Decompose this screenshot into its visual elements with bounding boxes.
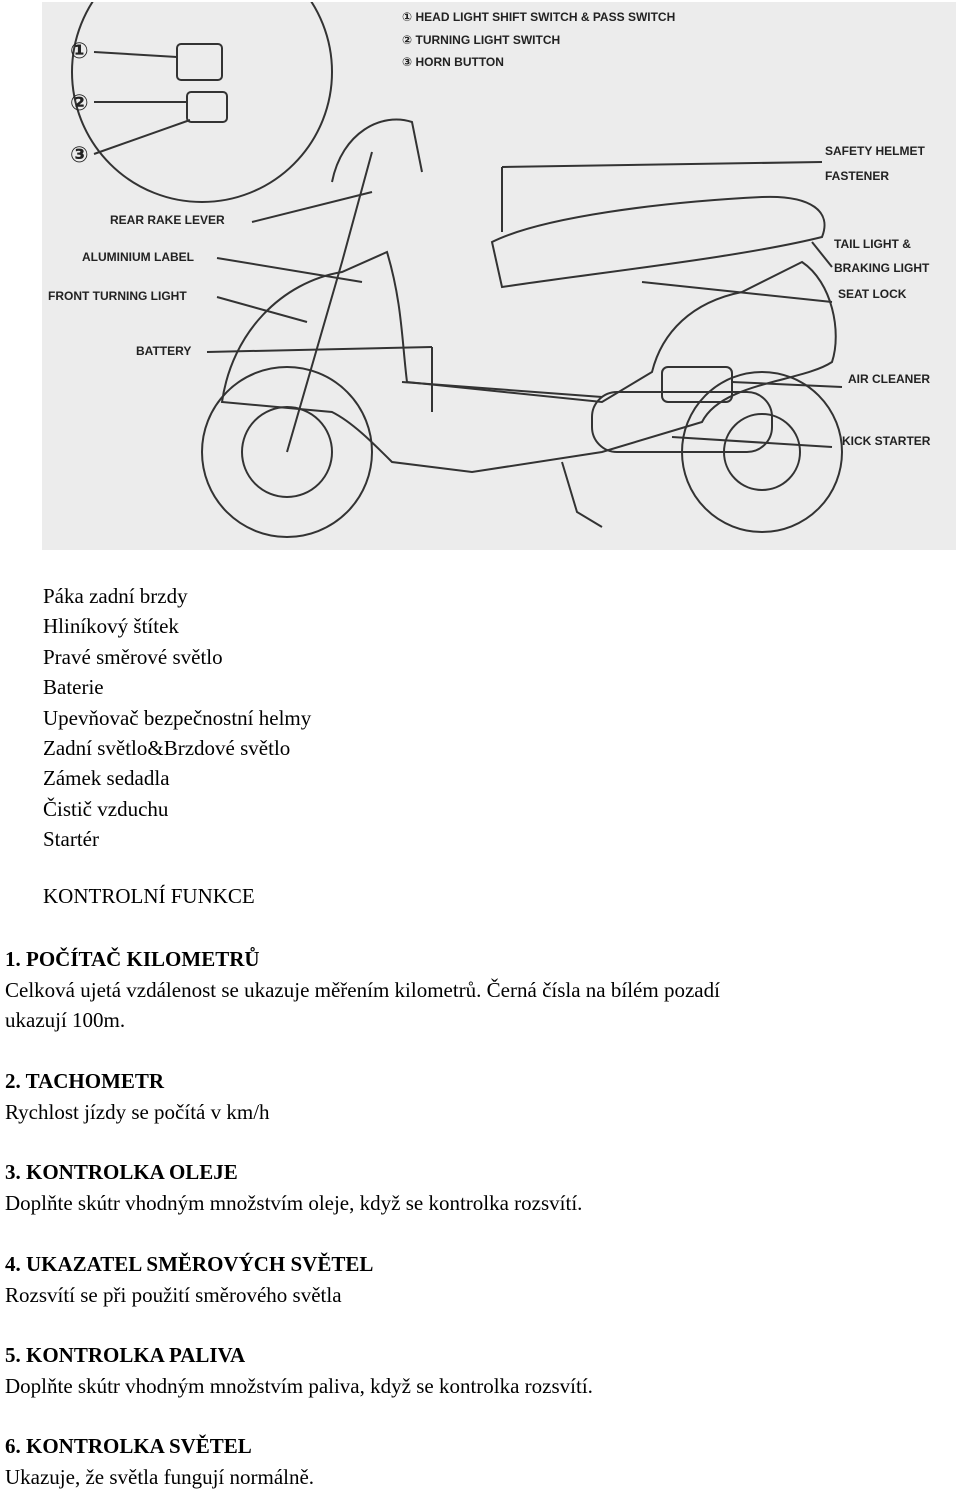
label-tail-light: TAIL LIGHT & <box>834 237 911 251</box>
section-odometer <box>5 944 720 1036</box>
callout-1: ① <box>70 38 89 63</box>
parts-list-item: Hliníkový štítek <box>43 614 179 639</box>
section-body: Rozsvítí se při použití směrového světla <box>5 1282 342 1307</box>
section-tachometer <box>5 1066 270 1127</box>
parts-list-item: Páka zadní brzdy <box>43 584 188 608</box>
section-body: Doplňte skútr vhodným množstvím oleje, když se kontrolka rozsvítí. <box>5 1190 583 1215</box>
parts-list-item: Baterie <box>43 675 104 700</box>
kickstand <box>562 462 602 527</box>
section-turn-indicator <box>5 1249 373 1310</box>
section-fuel-indicator <box>5 1340 593 1401</box>
label-air-cleaner: AIR CLEANER <box>848 372 931 386</box>
parts-list <box>43 581 311 855</box>
switch-block <box>177 44 222 80</box>
seat <box>492 197 825 287</box>
section-body: Celková ujetá vzdálenost se ukazuje měřením kilometrů. Černá čísla na bílém pozadí <box>5 977 720 1002</box>
parts-list-item: Pravé směrové světlo <box>43 644 223 669</box>
label-headlight-switch: ① HEAD LIGHT SHIFT SWITCH & PASS SWITCH <box>402 10 676 24</box>
handlebar <box>332 120 422 183</box>
label-battery: BATTERY <box>136 344 192 358</box>
section-body: Rychlost jízdy se počítá v km/h <box>5 1099 270 1124</box>
section-heading: 2. TACHOMETR <box>5 1069 165 1093</box>
section-light-indicator <box>5 1431 314 1492</box>
callout-2: ② <box>70 90 89 115</box>
parts-list-item: Startér <box>43 827 99 852</box>
label-horn-button: ③ HORN BUTTON <box>402 55 504 69</box>
scooter-drawing <box>42 2 956 550</box>
label-kick-starter: KICK STARTER <box>842 434 931 448</box>
horn-block <box>187 92 227 122</box>
section-heading: 1. POČÍTAČ KILOMETRŮ <box>5 947 260 971</box>
parts-list-item: Upevňovač bezpečnostní helmy <box>43 705 312 730</box>
section-body: ukazují 100m. <box>5 1008 126 1032</box>
parts-list-item: Zadní světlo&Brzdové světlo <box>43 736 291 761</box>
label-fastener: FASTENER <box>825 169 890 183</box>
parts-list-item: Čistič vzduchu <box>43 796 169 821</box>
label-turning-switch: ② TURNING LIGHT SWITCH <box>402 33 561 47</box>
parts-list-item: Zámek sedadla <box>43 766 170 791</box>
section-heading: 4. UKAZATEL SMĚROVÝCH SVĚTEL <box>5 1252 374 1276</box>
label-front-turning-light: FRONT TURNING LIGHT <box>48 289 187 303</box>
label-safety-helmet: SAFETY HELMET <box>825 144 925 158</box>
label-aluminium-label: ALUMINIUM LABEL <box>82 250 194 264</box>
scooter-diagram <box>42 2 956 550</box>
section-body: Doplňte skútr vhodným množstvím paliva, když se kontrolka rozsvítí. <box>5 1373 593 1398</box>
label-rear-rake-lever: REAR RAKE LEVER <box>110 213 225 227</box>
air-cleaner-box <box>662 367 732 402</box>
section-heading: 6. KONTROLKA SVĚTEL <box>5 1434 252 1458</box>
callout-3: ③ <box>70 142 89 167</box>
section-heading: 5. KONTROLKA PALIVA <box>5 1343 246 1367</box>
label-braking-light: BRAKING LIGHT <box>834 261 930 275</box>
section-body: Ukazuje, že světla fungují normálně. <box>5 1464 315 1489</box>
section-oil-indicator <box>5 1157 582 1218</box>
section-heading: 3. KONTROLKA OLEJE <box>5 1160 238 1184</box>
label-seat-lock: SEAT LOCK <box>838 287 907 301</box>
section-title: KONTROLNÍ FUNKCE <box>43 884 255 908</box>
